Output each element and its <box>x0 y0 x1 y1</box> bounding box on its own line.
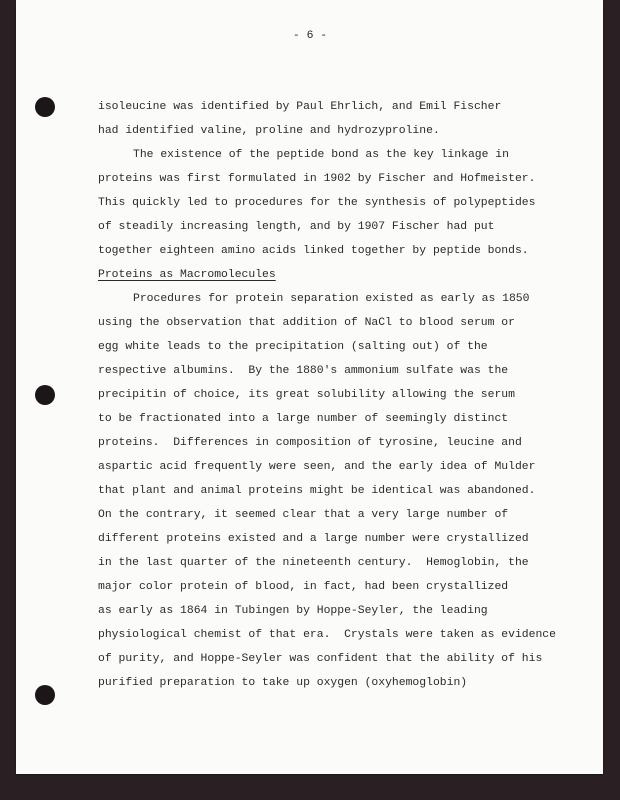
line-text: isoleucine was identified by Paul Ehrlich, and Emil Fischer <box>98 101 502 113</box>
line-text: that plant and animal proteins might be identical was abandoned. <box>98 485 536 497</box>
text-line <box>98 119 556 143</box>
line-text: had identified valine, proline and hydrozyproline. <box>98 125 440 137</box>
punch-hole <box>35 685 55 705</box>
line-text: respective albumins. By the 1880's ammonium sulfate was the <box>98 365 509 377</box>
text-line <box>98 383 556 407</box>
line-text: of steadily increasing length, and by 1907 Fischer had put <box>98 221 495 233</box>
text-line <box>98 287 556 311</box>
line-text: proteins. Differences in composition of tyrosine, leucine and <box>98 437 522 449</box>
text-line <box>98 503 556 527</box>
text-line <box>98 575 556 599</box>
document-body <box>98 95 556 695</box>
line-text: using the observation that addition of NaCl to blood serum or <box>98 317 515 329</box>
text-line <box>98 215 556 239</box>
line-text: Proteins as Macromolecules <box>98 269 276 281</box>
line-text: purified preparation to take up oxygen (oxyhemoglobin) <box>98 677 468 689</box>
text-line <box>98 623 556 647</box>
text-line <box>98 167 556 191</box>
text-line <box>98 671 556 695</box>
line-text: physiological chemist of that era. Crystals were taken as evidence <box>98 629 556 641</box>
line-text: as early as 1864 in Tubingen by Hoppe-Seyler, the leading <box>98 605 488 617</box>
line-text: The existence of the peptide bond as the key linkage in <box>133 149 509 161</box>
text-line <box>98 359 556 383</box>
punch-hole <box>35 97 55 117</box>
line-text: to be fractionated into a large number of seemingly distinct <box>98 413 509 425</box>
line-text: precipitin of choice, its great solubility allowing the serum <box>98 389 515 401</box>
line-text: together eighteen amino acids linked together by peptide bonds. <box>98 245 529 257</box>
text-line <box>98 527 556 551</box>
line-text: different proteins existed and a large number were crystallized <box>98 533 529 545</box>
line-text: This quickly led to procedures for the synthesis of polypeptides <box>98 197 536 209</box>
text-line <box>98 335 556 359</box>
text-line <box>98 599 556 623</box>
line-text: in the last quarter of the nineteenth century. Hemoglobin, the <box>98 557 529 569</box>
text-line <box>98 191 556 215</box>
page-number: - 6 - <box>292 30 328 42</box>
line-text: of purity, and Hoppe-Seyler was confident that the ability of his <box>98 653 543 665</box>
punch-hole <box>35 385 55 405</box>
text-line <box>98 455 556 479</box>
section-heading <box>98 263 556 287</box>
line-text: Procedures for protein separation existed as early as 1850 <box>133 293 530 305</box>
line-text: aspartic acid frequently were seen, and the early idea of Mulder <box>98 461 536 473</box>
text-line <box>98 479 556 503</box>
text-line <box>98 143 556 167</box>
text-line <box>98 647 556 671</box>
text-line <box>98 311 556 335</box>
text-line <box>98 95 556 119</box>
line-text: major color protein of blood, in fact, had been crystallized <box>98 581 509 593</box>
text-line <box>98 407 556 431</box>
text-line <box>98 239 556 263</box>
text-line <box>98 551 556 575</box>
line-text: egg white leads to the precipitation (salting out) of the <box>98 341 488 353</box>
line-text: proteins was first formulated in 1902 by Fischer and Hofmeister. <box>98 173 536 185</box>
text-line <box>98 431 556 455</box>
line-text: On the contrary, it seemed clear that a very large number of <box>98 509 509 521</box>
